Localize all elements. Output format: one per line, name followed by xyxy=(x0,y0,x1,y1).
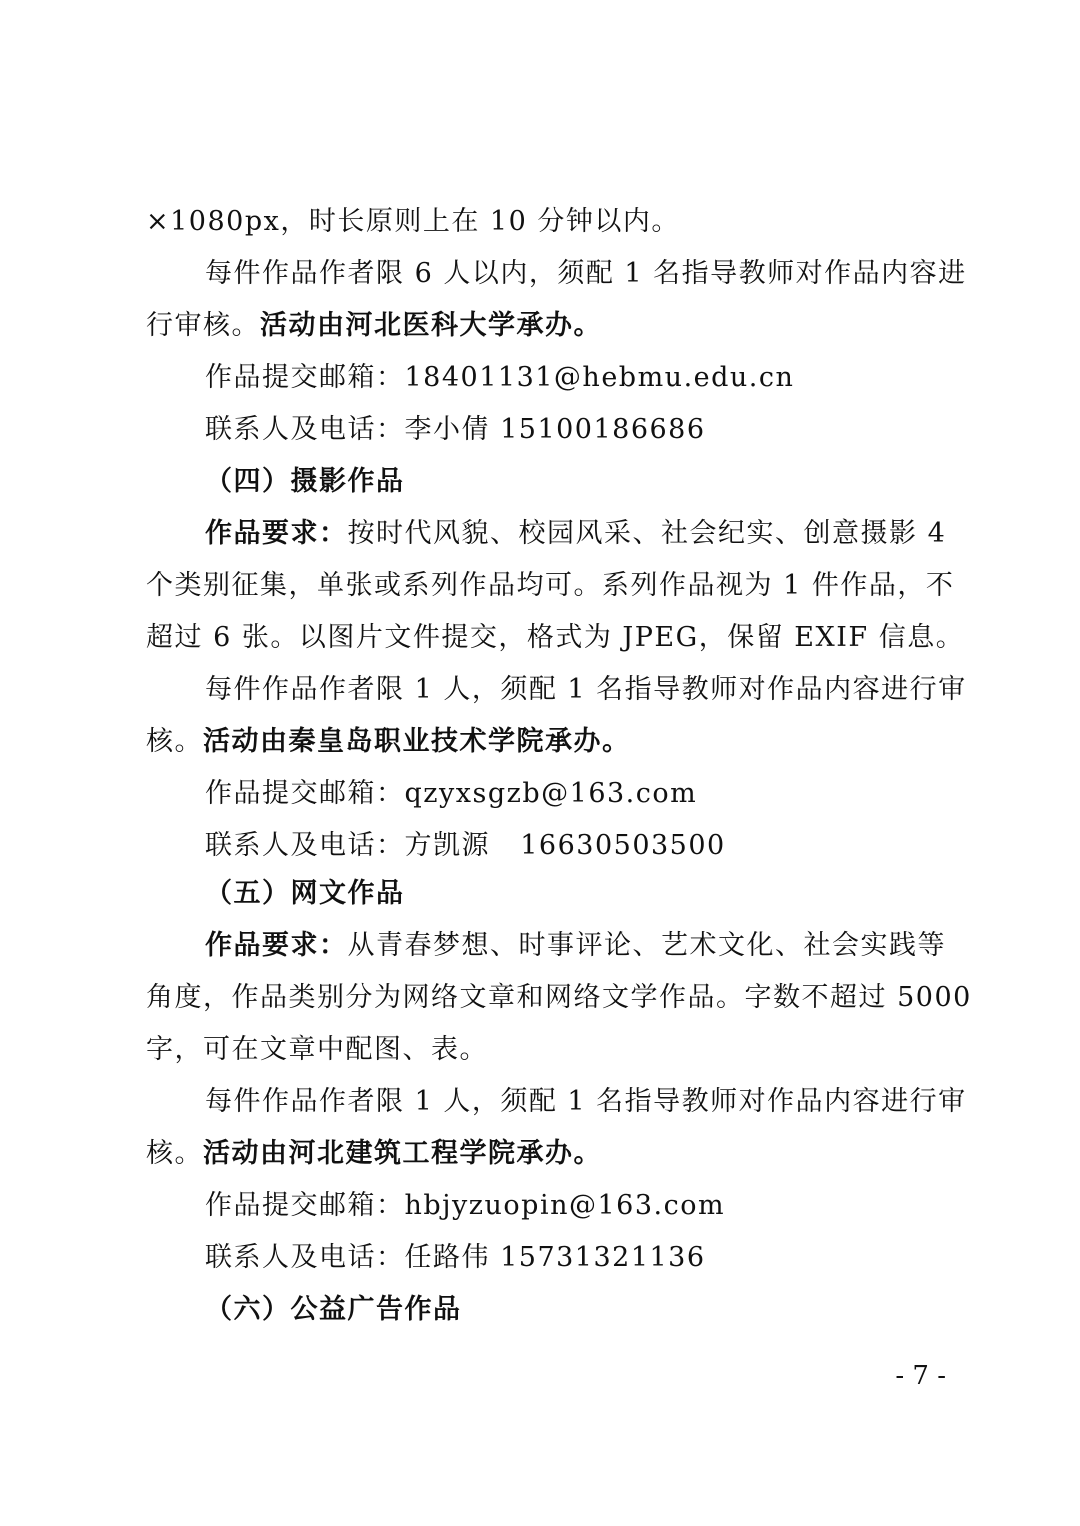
line-text: 个类别征集，单张或系列作品均可。系列作品视为 1 件作品，不 xyxy=(146,570,955,601)
line-text: 每件作品作者限 1 人，须配 1 名指导教师对作品内容进行审 xyxy=(205,674,967,705)
contact-line xyxy=(205,404,946,456)
line-text: 从青春梦想、时事评论、艺术文化、社会实践等 xyxy=(347,930,946,961)
line-text: 联系人及电话：任路伟 15731321136 xyxy=(205,1242,706,1273)
line-text: 作品提交邮箱：18401131@hebmu.edu.cn xyxy=(205,362,795,393)
line-text: 核。 xyxy=(146,726,203,757)
text-line xyxy=(205,248,967,300)
page-number: - 7 - xyxy=(895,1361,946,1391)
line-text: 按时代风貌、校园风采、社会纪实、创意摄影 4 xyxy=(347,518,947,549)
requirement-label: 作品要求： xyxy=(205,518,348,549)
line-text: 字，可在文章中配图、表。 xyxy=(146,1034,488,1065)
line-text: ×1080px，时长原则上在 10 分钟以内。 xyxy=(146,206,680,237)
line-text: 作品提交邮箱：qzyxsgzb@163.com xyxy=(205,778,698,809)
line-text: 联系人及电话：李小倩 15100186686 xyxy=(205,414,706,445)
text-line xyxy=(146,1128,946,1180)
text-line xyxy=(146,612,965,664)
line-text: 角度，作品类别分为网络文章和网络文学作品。字数不超过 5000 xyxy=(146,982,972,1013)
heading-text: （五）网文作品 xyxy=(205,878,405,909)
text-line xyxy=(205,508,946,560)
heading-text: （六）公益广告作品 xyxy=(205,1294,462,1325)
section-heading xyxy=(205,456,1005,508)
email-line xyxy=(205,352,946,404)
email-line xyxy=(205,1180,946,1232)
line-text: 核。 xyxy=(146,1138,203,1169)
email-line xyxy=(205,768,946,820)
text-line xyxy=(146,196,946,248)
line-text: 每件作品作者限 1 人，须配 1 名指导教师对作品内容进行审 xyxy=(205,1086,967,1117)
text-line xyxy=(205,1076,967,1128)
organizer-text: 活动由河北医科大学承办。 xyxy=(260,310,602,341)
organizer-text: 活动由秦皇岛职业技术学院承办。 xyxy=(203,726,631,757)
line-text: 超过 6 张。以图片文件提交，格式为 JPEG，保留 EXIF 信息。 xyxy=(146,622,965,653)
text-line xyxy=(146,972,972,1024)
requirement-label: 作品要求： xyxy=(205,930,348,961)
line-text: 每件作品作者限 6 人以内，须配 1 名指导教师对作品内容进 xyxy=(205,258,967,289)
text-line xyxy=(205,920,946,972)
contact-line xyxy=(205,1232,946,1284)
section-heading xyxy=(205,1284,1005,1336)
line-text: 行审核。 xyxy=(146,310,260,341)
contact-line xyxy=(205,820,946,872)
text-line xyxy=(146,716,946,768)
heading-text: （四）摄影作品 xyxy=(205,466,405,497)
line-text: 作品提交邮箱：hbjyzuopin@163.com xyxy=(205,1190,726,1221)
line-text: 联系人及电话：方凯源 16630503500 xyxy=(205,830,726,861)
text-line xyxy=(146,1024,946,1076)
text-line xyxy=(205,664,967,716)
text-line xyxy=(146,300,946,352)
organizer-text: 活动由河北建筑工程学院承办。 xyxy=(203,1138,602,1169)
text-line xyxy=(146,560,955,612)
section-heading xyxy=(205,868,1005,920)
